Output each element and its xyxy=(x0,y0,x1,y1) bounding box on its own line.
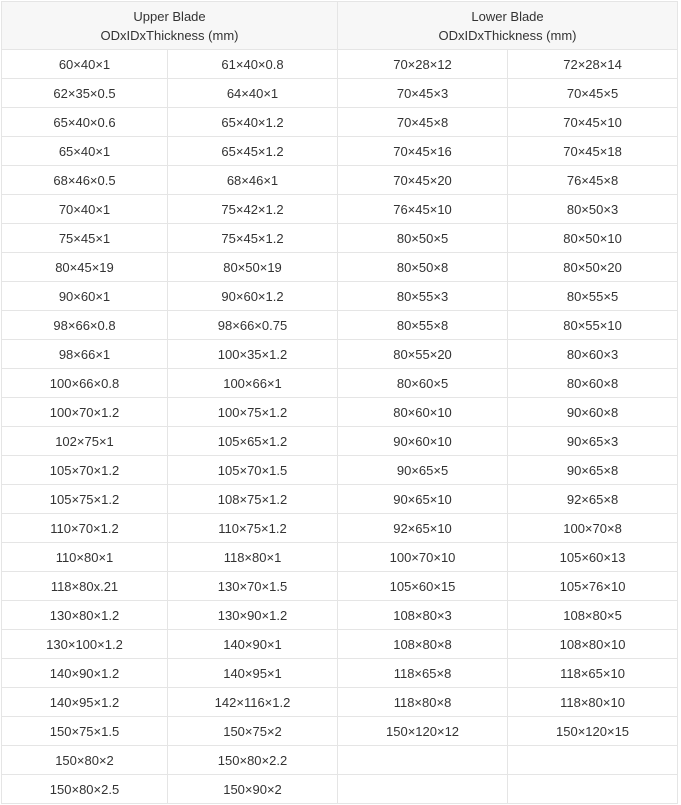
table-row xyxy=(2,746,678,775)
table-cell: 150×120×12 xyxy=(338,717,508,746)
table-cell: 118×65×8 xyxy=(338,659,508,688)
table-cell: 100×75×1.2 xyxy=(168,398,338,427)
table-cell: 70×40×1 xyxy=(2,195,168,224)
table-cell: 90×60×10 xyxy=(338,427,508,456)
table-row xyxy=(2,79,678,108)
table-cell: 140×95×1.2 xyxy=(2,688,168,717)
table-row xyxy=(2,688,678,717)
table-cell: 108×80×5 xyxy=(508,601,678,630)
table-cell: 92×65×8 xyxy=(508,485,678,514)
blade-size-table xyxy=(1,1,678,804)
table-cell: 108×80×8 xyxy=(338,630,508,659)
table-cell: 100×70×8 xyxy=(508,514,678,543)
table-cell: 76×45×8 xyxy=(508,166,678,195)
table-row xyxy=(2,630,678,659)
table-cell: 98×66×1 xyxy=(2,340,168,369)
table-cell: 68×46×1 xyxy=(168,166,338,195)
upper-blade-header xyxy=(2,2,338,50)
upper-blade-title: Upper Blade xyxy=(133,8,206,24)
lower-blade-title: Lower Blade xyxy=(471,8,544,24)
upper-blade-subtitle: ODxIDxThickness (mm) xyxy=(100,27,239,43)
table-cell: 90×60×1 xyxy=(2,282,168,311)
table-cell: 98×66×0.75 xyxy=(168,311,338,340)
table-cell: 150×75×2 xyxy=(168,717,338,746)
table-cell: 70×28×12 xyxy=(338,50,508,79)
table-row xyxy=(2,427,678,456)
table-cell: 80×60×10 xyxy=(338,398,508,427)
table-cell: 65×40×1.2 xyxy=(168,108,338,137)
table-cell: 80×45×19 xyxy=(2,253,168,282)
table-row xyxy=(2,137,678,166)
table-cell: 105×70×1.5 xyxy=(168,456,338,485)
table-cell: 102×75×1 xyxy=(2,427,168,456)
table-cell: 108×80×3 xyxy=(338,601,508,630)
table-cell: 80×55×5 xyxy=(508,282,678,311)
table-row xyxy=(2,572,678,601)
table-row xyxy=(2,224,678,253)
lower-blade-header xyxy=(338,2,678,50)
table-cell: 100×70×1.2 xyxy=(2,398,168,427)
table-cell: 80×50×10 xyxy=(508,224,678,253)
table-cell: 105×65×1.2 xyxy=(168,427,338,456)
table-cell: 100×70×10 xyxy=(338,543,508,572)
table-row xyxy=(2,659,678,688)
table-cell: 98×66×0.8 xyxy=(2,311,168,340)
table-cell: 65×40×0.6 xyxy=(2,108,168,137)
table-cell: 75×42×1.2 xyxy=(168,195,338,224)
table-cell: 118×80x.21 xyxy=(2,572,168,601)
table-cell: 118×80×1 xyxy=(168,543,338,572)
table-row xyxy=(2,543,678,572)
table-row xyxy=(2,456,678,485)
table-cell: 110×80×1 xyxy=(2,543,168,572)
table-cell: 140×95×1 xyxy=(168,659,338,688)
table-cell: 70×45×8 xyxy=(338,108,508,137)
table-cell: 80×55×10 xyxy=(508,311,678,340)
table-cell xyxy=(338,775,508,804)
table-cell: 130×100×1.2 xyxy=(2,630,168,659)
table-row xyxy=(2,340,678,369)
table-cell: 70×45×3 xyxy=(338,79,508,108)
table-cell: 105×60×13 xyxy=(508,543,678,572)
table-row xyxy=(2,601,678,630)
table-cell: 90×60×8 xyxy=(508,398,678,427)
table-row xyxy=(2,398,678,427)
table-cell: 70×45×10 xyxy=(508,108,678,137)
table-cell: 150×120×15 xyxy=(508,717,678,746)
table-cell: 90×65×8 xyxy=(508,456,678,485)
table-cell: 150×75×1.5 xyxy=(2,717,168,746)
table-cell: 80×55×8 xyxy=(338,311,508,340)
table-cell: 62×35×0.5 xyxy=(2,79,168,108)
table-cell: 80×50×20 xyxy=(508,253,678,282)
table-row xyxy=(2,311,678,340)
table-cell: 80×55×20 xyxy=(338,340,508,369)
table-cell: 80×50×8 xyxy=(338,253,508,282)
table-cell: 76×45×10 xyxy=(338,195,508,224)
table-row xyxy=(2,485,678,514)
table-cell: 64×40×1 xyxy=(168,79,338,108)
table-row xyxy=(2,514,678,543)
table-cell: 150×80×2 xyxy=(2,746,168,775)
table-cell: 70×45×5 xyxy=(508,79,678,108)
table-row xyxy=(2,253,678,282)
table-cell: 118×80×8 xyxy=(338,688,508,717)
table-cell: 130×80×1.2 xyxy=(2,601,168,630)
table-cell: 70×45×20 xyxy=(338,166,508,195)
table-cell: 100×66×1 xyxy=(168,369,338,398)
table-cell: 105×76×10 xyxy=(508,572,678,601)
table-cell: 150×80×2.2 xyxy=(168,746,338,775)
table-cell: 80×50×19 xyxy=(168,253,338,282)
table-row xyxy=(2,717,678,746)
table-cell xyxy=(508,746,678,775)
table-cell: 68×46×0.5 xyxy=(2,166,168,195)
table-body xyxy=(2,50,678,804)
table-cell: 105×60×15 xyxy=(338,572,508,601)
table-cell: 118×80×10 xyxy=(508,688,678,717)
table-cell: 80×60×3 xyxy=(508,340,678,369)
table-cell: 60×40×1 xyxy=(2,50,168,79)
table-cell: 130×70×1.5 xyxy=(168,572,338,601)
table-cell: 130×90×1.2 xyxy=(168,601,338,630)
table-cell: 90×65×10 xyxy=(338,485,508,514)
table-cell: 140×90×1.2 xyxy=(2,659,168,688)
table-cell: 65×40×1 xyxy=(2,137,168,166)
table-cell: 61×40×0.8 xyxy=(168,50,338,79)
table-cell: 80×50×3 xyxy=(508,195,678,224)
table-cell: 75×45×1 xyxy=(2,224,168,253)
table-cell: 150×80×2.5 xyxy=(2,775,168,804)
table-cell: 70×45×16 xyxy=(338,137,508,166)
table-cell: 80×50×5 xyxy=(338,224,508,253)
table-cell: 100×35×1.2 xyxy=(168,340,338,369)
table-cell: 90×65×3 xyxy=(508,427,678,456)
table-cell: 150×90×2 xyxy=(168,775,338,804)
blade-size-table-container xyxy=(1,1,678,804)
table-row xyxy=(2,50,678,79)
table-cell: 90×65×5 xyxy=(338,456,508,485)
table-cell: 80×60×5 xyxy=(338,369,508,398)
table-cell: 90×60×1.2 xyxy=(168,282,338,311)
table-row xyxy=(2,108,678,137)
table-row xyxy=(2,166,678,195)
table-cell: 110×75×1.2 xyxy=(168,514,338,543)
table-cell: 80×60×8 xyxy=(508,369,678,398)
table-cell: 108×75×1.2 xyxy=(168,485,338,514)
table-cell: 80×55×3 xyxy=(338,282,508,311)
table-cell: 140×90×1 xyxy=(168,630,338,659)
lower-blade-subtitle: ODxIDxThickness (mm) xyxy=(438,27,577,43)
table-cell: 75×45×1.2 xyxy=(168,224,338,253)
table-row xyxy=(2,282,678,311)
table-row xyxy=(2,369,678,398)
table-cell: 65×45×1.2 xyxy=(168,137,338,166)
table-header-row xyxy=(2,2,678,50)
table-row xyxy=(2,195,678,224)
table-cell: 105×75×1.2 xyxy=(2,485,168,514)
table-cell: 110×70×1.2 xyxy=(2,514,168,543)
table-cell: 142×116×1.2 xyxy=(168,688,338,717)
table-cell: 92×65×10 xyxy=(338,514,508,543)
table-cell: 100×66×0.8 xyxy=(2,369,168,398)
table-row xyxy=(2,775,678,804)
table-cell: 118×65×10 xyxy=(508,659,678,688)
table-cell: 105×70×1.2 xyxy=(2,456,168,485)
table-cell: 70×45×18 xyxy=(508,137,678,166)
table-cell: 72×28×14 xyxy=(508,50,678,79)
table-cell xyxy=(508,775,678,804)
table-cell xyxy=(338,746,508,775)
table-cell: 108×80×10 xyxy=(508,630,678,659)
